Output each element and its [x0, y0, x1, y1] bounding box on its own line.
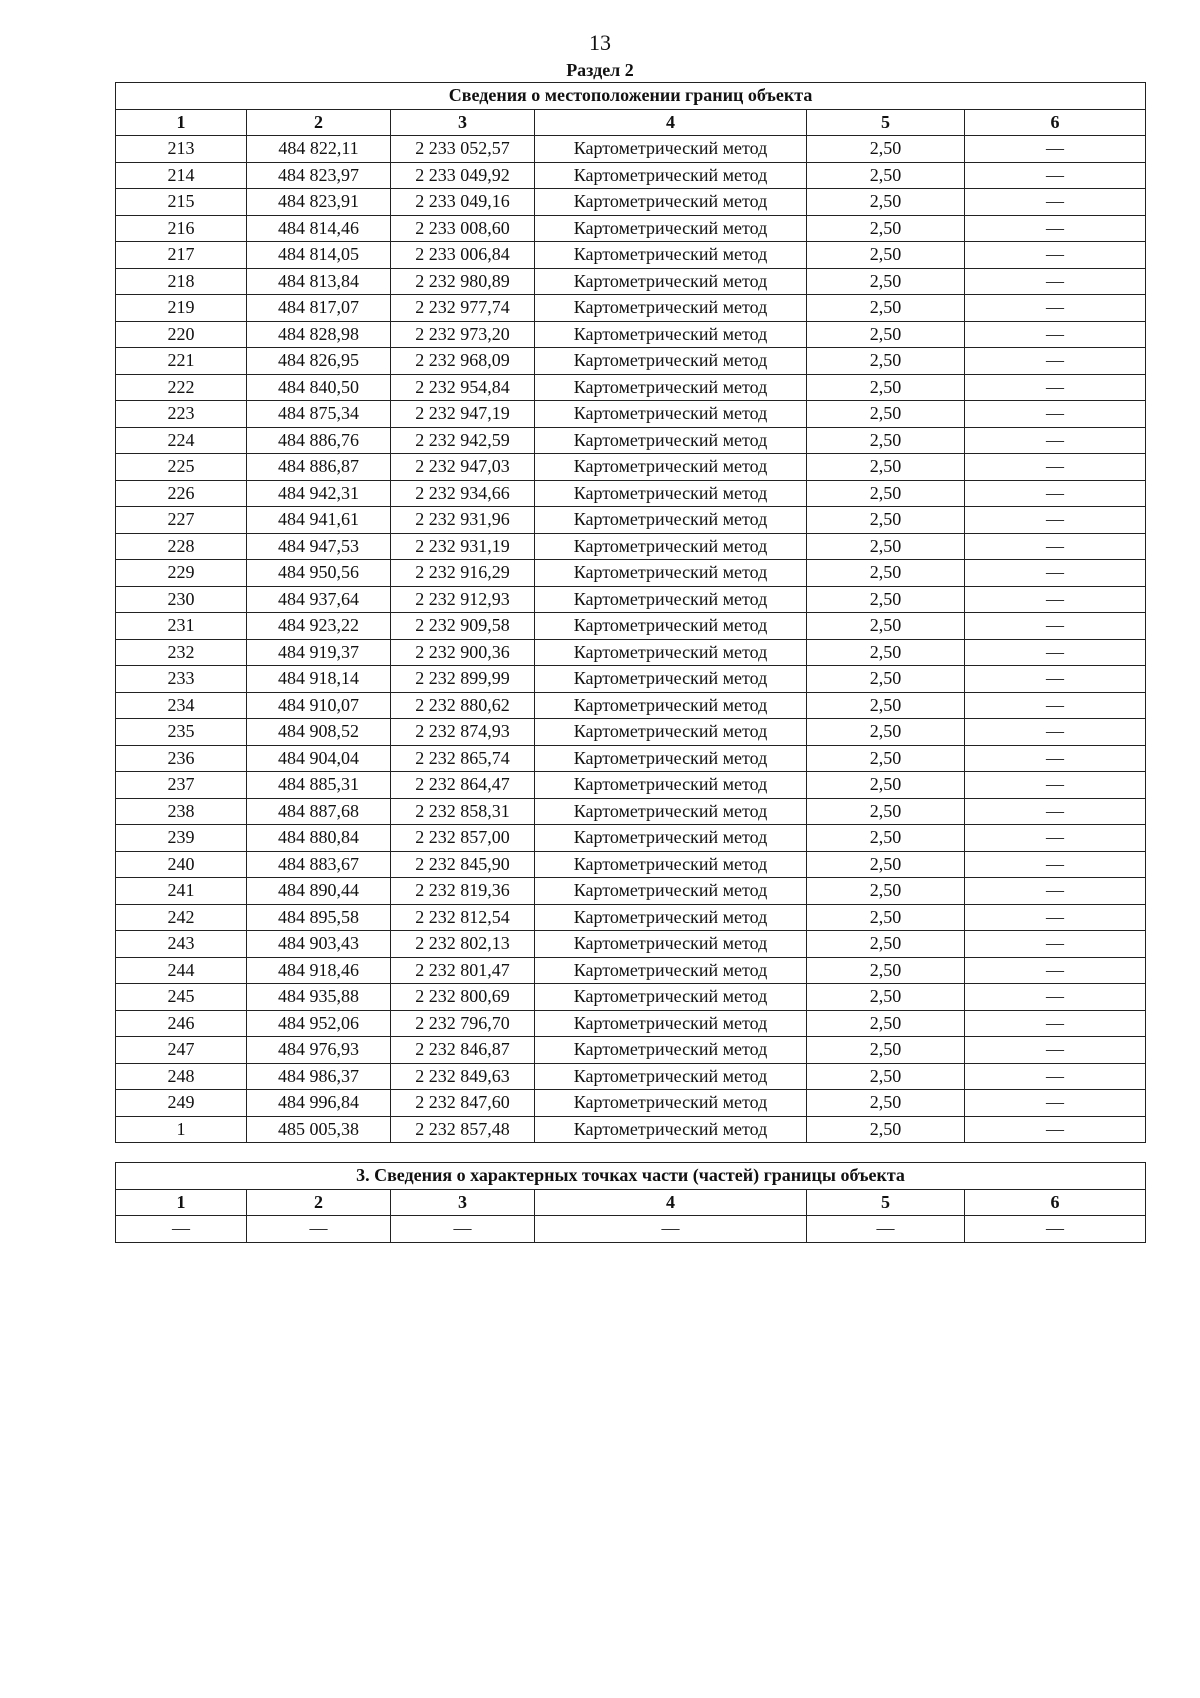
table-cell: — — [965, 1116, 1146, 1143]
table-cell: Картометрический метод — [535, 189, 807, 216]
table-cell: 2,50 — [807, 268, 965, 295]
table-cell: 236 — [116, 745, 247, 772]
table-cell: Картометрический метод — [535, 1090, 807, 1117]
table-cell: 484 814,46 — [247, 215, 391, 242]
table-row — [116, 560, 1146, 587]
table-cell: 2 232 912,93 — [391, 586, 535, 613]
table-cell: — — [391, 1216, 535, 1243]
table-row — [116, 798, 1146, 825]
table-cell: 2 232 980,89 — [391, 268, 535, 295]
table-cell: — — [965, 268, 1146, 295]
table-cell: 484 976,93 — [247, 1037, 391, 1064]
table-cell: 484 817,07 — [247, 295, 391, 322]
table-cell: 2,50 — [807, 586, 965, 613]
table-cell: — — [965, 719, 1146, 746]
table-cell: Картометрический метод — [535, 401, 807, 428]
table-row — [116, 533, 1146, 560]
table-cell: 237 — [116, 772, 247, 799]
table-cell: 219 — [116, 295, 247, 322]
table-cell: 484 895,58 — [247, 904, 391, 931]
table-cell: — — [965, 348, 1146, 375]
table-cell: 2 232 947,03 — [391, 454, 535, 481]
table-cell: — — [965, 772, 1146, 799]
table-cell: 224 — [116, 427, 247, 454]
table-cell: 484 885,31 — [247, 772, 391, 799]
table-cell: — — [965, 904, 1146, 931]
table-cell: 484 823,97 — [247, 162, 391, 189]
table-cell: 220 — [116, 321, 247, 348]
table-cell: Картометрический метод — [535, 1116, 807, 1143]
table-cell: 2,50 — [807, 798, 965, 825]
table-cell: 217 — [116, 242, 247, 269]
table-cell: 484 996,84 — [247, 1090, 391, 1117]
parts-caption: 3. Сведения о характерных точках части (частей) границы объекта — [116, 1163, 1146, 1190]
table-cell: — — [965, 215, 1146, 242]
table-cell: 2,50 — [807, 639, 965, 666]
table-cell: 2,50 — [807, 692, 965, 719]
table-row — [116, 268, 1146, 295]
table-row — [116, 215, 1146, 242]
table-cell: 248 — [116, 1063, 247, 1090]
table-cell: Картометрический метод — [535, 136, 807, 163]
table-cell: 484 886,87 — [247, 454, 391, 481]
table-cell: — — [965, 1090, 1146, 1117]
table-row — [116, 639, 1146, 666]
table-row — [116, 480, 1146, 507]
table-cell: Картометрический метод — [535, 586, 807, 613]
table-cell: 2,50 — [807, 560, 965, 587]
table-cell: 2 233 008,60 — [391, 215, 535, 242]
table-cell: 2,50 — [807, 931, 965, 958]
column-header-row — [116, 109, 1146, 136]
table-cell: Картометрический метод — [535, 1063, 807, 1090]
table-row — [116, 1010, 1146, 1037]
table-cell: 484 813,84 — [247, 268, 391, 295]
table-cell: 484 840,50 — [247, 374, 391, 401]
table-cell: 2,50 — [807, 295, 965, 322]
table-cell: 484 823,91 — [247, 189, 391, 216]
table-row — [116, 374, 1146, 401]
table-cell: 232 — [116, 639, 247, 666]
table-cell: Картометрический метод — [535, 772, 807, 799]
table-cell: 2,50 — [807, 772, 965, 799]
table-cell: 2,50 — [807, 904, 965, 931]
table-cell: — — [965, 613, 1146, 640]
table-cell: 213 — [116, 136, 247, 163]
table-cell: Картометрический метод — [535, 321, 807, 348]
table-cell: 225 — [116, 454, 247, 481]
table-cell: — — [965, 321, 1146, 348]
table-cell: 2,50 — [807, 984, 965, 1011]
table-cell: 2 232 947,19 — [391, 401, 535, 428]
table-cell: — — [535, 1216, 807, 1243]
table-row — [116, 162, 1146, 189]
table-cell: Картометрический метод — [535, 613, 807, 640]
table-cell: Картометрический метод — [535, 904, 807, 931]
table-row — [116, 321, 1146, 348]
table-cell: Картометрический метод — [535, 454, 807, 481]
table-cell: 233 — [116, 666, 247, 693]
table-row — [116, 401, 1146, 428]
table-cell: 223 — [116, 401, 247, 428]
table-cell: 485 005,38 — [247, 1116, 391, 1143]
table-cell: — — [965, 162, 1146, 189]
table-row — [116, 136, 1146, 163]
table-cell: 235 — [116, 719, 247, 746]
table-cell: 227 — [116, 507, 247, 534]
table-cell: 2,50 — [807, 957, 965, 984]
table-cell: 484 875,34 — [247, 401, 391, 428]
table-cell: 484 918,14 — [247, 666, 391, 693]
table-cell: 2,50 — [807, 533, 965, 560]
table-cell: 1 — [116, 1116, 247, 1143]
table-cell: — — [247, 1216, 391, 1243]
table-cell: 484 941,61 — [247, 507, 391, 534]
table-cell: — — [965, 984, 1146, 1011]
table-cell: 242 — [116, 904, 247, 931]
table-cell: 2 232 942,59 — [391, 427, 535, 454]
table-cell: — — [965, 798, 1146, 825]
table-cell: Картометрический метод — [535, 719, 807, 746]
table-cell: 2 232 973,20 — [391, 321, 535, 348]
table-row — [116, 189, 1146, 216]
boundary-table — [115, 82, 1146, 1143]
table-cell: 2 232 801,47 — [391, 957, 535, 984]
table-cell: 2 232 845,90 — [391, 851, 535, 878]
table-cell: 244 — [116, 957, 247, 984]
table-cell: Картометрический метод — [535, 666, 807, 693]
table-cell: 231 — [116, 613, 247, 640]
table-cell: Картометрический метод — [535, 957, 807, 984]
table-cell: — — [965, 454, 1146, 481]
table-row — [116, 931, 1146, 958]
table-cell: Картометрический метод — [535, 427, 807, 454]
table-cell: — — [965, 851, 1146, 878]
table-cell: 249 — [116, 1090, 247, 1117]
table-cell: 484 890,44 — [247, 878, 391, 905]
table-cell: 2 232 819,36 — [391, 878, 535, 905]
table-cell: 2,50 — [807, 480, 965, 507]
table-cell: 484 919,37 — [247, 639, 391, 666]
table-cell: — — [965, 242, 1146, 269]
table-cell: 484 883,67 — [247, 851, 391, 878]
table-cell: 2 232 880,62 — [391, 692, 535, 719]
table-cell: Картометрический метод — [535, 745, 807, 772]
table-cell: 2,50 — [807, 242, 965, 269]
table-cell: 2,50 — [807, 1063, 965, 1090]
table-cell: Картометрический метод — [535, 374, 807, 401]
table-row — [116, 719, 1146, 746]
table-cell: 2,50 — [807, 507, 965, 534]
parts-column-header: 6 — [965, 1189, 1146, 1216]
table-cell: 484 952,06 — [247, 1010, 391, 1037]
table-cell: — — [965, 189, 1146, 216]
table-cell: 2 232 864,47 — [391, 772, 535, 799]
column-header: 3 — [391, 109, 535, 136]
parts-column-header: 3 — [391, 1189, 535, 1216]
table-cell: 2,50 — [807, 348, 965, 375]
table-cell: 2 232 954,84 — [391, 374, 535, 401]
table-cell: 2,50 — [807, 189, 965, 216]
table-cell: 484 828,98 — [247, 321, 391, 348]
table-cell: Картометрический метод — [535, 825, 807, 852]
table-cell: 2,50 — [807, 1037, 965, 1064]
table-cell: 2 232 849,63 — [391, 1063, 535, 1090]
table-cell: 2 232 874,93 — [391, 719, 535, 746]
table-cell: 246 — [116, 1010, 247, 1037]
table-cell: 245 — [116, 984, 247, 1011]
table-cell: — — [965, 639, 1146, 666]
table-cell: — — [965, 745, 1146, 772]
page-number: 13 — [589, 30, 611, 55]
table-cell: Картометрический метод — [535, 560, 807, 587]
column-header: 2 — [247, 109, 391, 136]
table-cell: 2 232 934,66 — [391, 480, 535, 507]
table-cell: 2 232 802,13 — [391, 931, 535, 958]
table-cell: Картометрический метод — [535, 1037, 807, 1064]
table-row — [116, 984, 1146, 1011]
table-row — [116, 904, 1146, 931]
parts-column-header: 4 — [535, 1189, 807, 1216]
table-row — [116, 348, 1146, 375]
table-cell: 247 — [116, 1037, 247, 1064]
table-cell: — — [116, 1216, 247, 1243]
table-cell: 484 903,43 — [247, 931, 391, 958]
table-cell: 484 935,88 — [247, 984, 391, 1011]
column-header: 1 — [116, 109, 247, 136]
table-cell: 2 232 865,74 — [391, 745, 535, 772]
table-cell: Картометрический метод — [535, 348, 807, 375]
table-row — [116, 454, 1146, 481]
table-cell: 2,50 — [807, 719, 965, 746]
parts-column-header: 5 — [807, 1189, 965, 1216]
table-cell: Картометрический метод — [535, 295, 807, 322]
table-cell: 2 233 049,16 — [391, 189, 535, 216]
table-row — [116, 427, 1146, 454]
table-cell: — — [965, 507, 1146, 534]
table-cell: 2 232 857,00 — [391, 825, 535, 852]
table-row — [116, 772, 1146, 799]
table-cell: — — [965, 401, 1146, 428]
table-cell: 2,50 — [807, 1116, 965, 1143]
table-cell: — — [965, 931, 1146, 958]
table-cell: 243 — [116, 931, 247, 958]
table-cell: 2 232 931,96 — [391, 507, 535, 534]
table-cell: 484 822,11 — [247, 136, 391, 163]
table-cell: 484 904,04 — [247, 745, 391, 772]
table-row — [116, 745, 1146, 772]
table-cell: — — [965, 586, 1146, 613]
table-cell: 484 942,31 — [247, 480, 391, 507]
table-caption: Сведения о местоположении границ объекта — [116, 83, 1146, 110]
table-cell: — — [965, 1063, 1146, 1090]
table-row — [116, 295, 1146, 322]
table-cell: 2,50 — [807, 454, 965, 481]
table-cell: Картометрический метод — [535, 162, 807, 189]
table-cell: 2,50 — [807, 1090, 965, 1117]
table-cell: — — [965, 1216, 1146, 1243]
table-row — [116, 1063, 1146, 1090]
table-row — [116, 878, 1146, 905]
table-cell: 2 232 909,58 — [391, 613, 535, 640]
table-cell: 2 233 049,92 — [391, 162, 535, 189]
column-header: 4 — [535, 109, 807, 136]
table-cell: 484 950,56 — [247, 560, 391, 587]
table-cell: 230 — [116, 586, 247, 613]
table-cell: 484 880,84 — [247, 825, 391, 852]
table-row — [116, 1037, 1146, 1064]
table-cell: 484 814,05 — [247, 242, 391, 269]
table-cell: 2 232 931,19 — [391, 533, 535, 560]
table-cell: Картометрический метод — [535, 692, 807, 719]
table-row — [116, 1116, 1146, 1143]
table-cell: 238 — [116, 798, 247, 825]
table-cell: Картометрический метод — [535, 1010, 807, 1037]
table-cell: 228 — [116, 533, 247, 560]
table-cell: 2 232 800,69 — [391, 984, 535, 1011]
parts-header-row — [116, 1189, 1146, 1216]
parts-column-header: 1 — [116, 1189, 247, 1216]
table-cell: Картометрический метод — [535, 480, 807, 507]
table-cell: 240 — [116, 851, 247, 878]
table-cell: Картометрический метод — [535, 639, 807, 666]
table-cell: 2 232 796,70 — [391, 1010, 535, 1037]
table-cell: — — [965, 825, 1146, 852]
table-cell: 2,50 — [807, 1010, 965, 1037]
table-cell: — — [807, 1216, 965, 1243]
table-cell: 484 910,07 — [247, 692, 391, 719]
table-cell: 2 232 857,48 — [391, 1116, 535, 1143]
table-cell: 2,50 — [807, 162, 965, 189]
table-cell: — — [965, 1037, 1146, 1064]
table-row — [116, 666, 1146, 693]
table-cell: 2 232 858,31 — [391, 798, 535, 825]
table-cell: 2,50 — [807, 613, 965, 640]
table-cell: 484 887,68 — [247, 798, 391, 825]
table-cell: Картометрический метод — [535, 851, 807, 878]
table-cell: 484 923,22 — [247, 613, 391, 640]
table-row — [116, 242, 1146, 269]
table-cell: — — [965, 878, 1146, 905]
parts-table — [115, 1162, 1146, 1243]
table-cell: 2 232 977,74 — [391, 295, 535, 322]
table-cell: 222 — [116, 374, 247, 401]
table-cell: Картометрический метод — [535, 533, 807, 560]
table-cell: Картометрический метод — [535, 215, 807, 242]
table-cell: — — [965, 480, 1146, 507]
table-cell: 484 826,95 — [247, 348, 391, 375]
table-cell: Картометрический метод — [535, 242, 807, 269]
parts-caption-row — [116, 1163, 1146, 1190]
table-row — [116, 957, 1146, 984]
table-cell: 239 — [116, 825, 247, 852]
table-cell: 2 233 052,57 — [391, 136, 535, 163]
column-header: 6 — [965, 109, 1146, 136]
table-cell: — — [965, 374, 1146, 401]
table-cell: Картометрический метод — [535, 798, 807, 825]
table-cell: 2,50 — [807, 215, 965, 242]
table-cell: — — [965, 957, 1146, 984]
table-cell: Картометрический метод — [535, 984, 807, 1011]
table-cell: 2,50 — [807, 427, 965, 454]
table-cell: 229 — [116, 560, 247, 587]
table-cell: — — [965, 427, 1146, 454]
table-row — [116, 1090, 1146, 1117]
table-row — [116, 586, 1146, 613]
table-cell: Картометрический метод — [535, 507, 807, 534]
table-caption-row — [116, 83, 1146, 110]
table-cell: 2,50 — [807, 374, 965, 401]
table-cell: 2 232 968,09 — [391, 348, 535, 375]
table-cell: 484 886,76 — [247, 427, 391, 454]
table-cell: — — [965, 560, 1146, 587]
table-cell: 2 232 899,99 — [391, 666, 535, 693]
table-cell: 2 232 846,87 — [391, 1037, 535, 1064]
table-cell: 2 232 812,54 — [391, 904, 535, 931]
table-cell: 2 232 847,60 — [391, 1090, 535, 1117]
table-cell: 2,50 — [807, 745, 965, 772]
table-row — [116, 825, 1146, 852]
table-cell: 2 232 900,36 — [391, 639, 535, 666]
column-header: 5 — [807, 109, 965, 136]
table-cell: 2 233 006,84 — [391, 242, 535, 269]
table-cell: 2 232 916,29 — [391, 560, 535, 587]
table-cell: 241 — [116, 878, 247, 905]
table-cell: 2,50 — [807, 878, 965, 905]
table-cell: — — [965, 295, 1146, 322]
table-cell: — — [965, 666, 1146, 693]
table-cell: — — [965, 692, 1146, 719]
table-cell: 484 947,53 — [247, 533, 391, 560]
table-row — [116, 613, 1146, 640]
table-cell: 215 — [116, 189, 247, 216]
table-cell: — — [965, 136, 1146, 163]
table-cell: 221 — [116, 348, 247, 375]
table-cell: Картометрический метод — [535, 878, 807, 905]
table-cell: 234 — [116, 692, 247, 719]
table-cell: — — [965, 1010, 1146, 1037]
table-cell: 214 — [116, 162, 247, 189]
table-row — [116, 692, 1146, 719]
table-cell: 2,50 — [807, 136, 965, 163]
table-cell: 2,50 — [807, 321, 965, 348]
parts-column-header: 2 — [247, 1189, 391, 1216]
table-cell: 2,50 — [807, 851, 965, 878]
table-cell: Картометрический метод — [535, 268, 807, 295]
parts-row — [116, 1216, 1146, 1243]
table-cell: 218 — [116, 268, 247, 295]
table-row — [116, 507, 1146, 534]
table-cell: Картометрический метод — [535, 931, 807, 958]
table-cell: 484 937,64 — [247, 586, 391, 613]
table-cell: 484 986,37 — [247, 1063, 391, 1090]
table-cell: 484 918,46 — [247, 957, 391, 984]
table-cell: 484 908,52 — [247, 719, 391, 746]
table-cell: 216 — [116, 215, 247, 242]
section-title: Раздел 2 — [566, 60, 634, 80]
table-row — [116, 851, 1146, 878]
table-cell: 2,50 — [807, 825, 965, 852]
table-cell: 2,50 — [807, 666, 965, 693]
table-cell: 226 — [116, 480, 247, 507]
table-cell: — — [965, 533, 1146, 560]
table-cell: 2,50 — [807, 401, 965, 428]
